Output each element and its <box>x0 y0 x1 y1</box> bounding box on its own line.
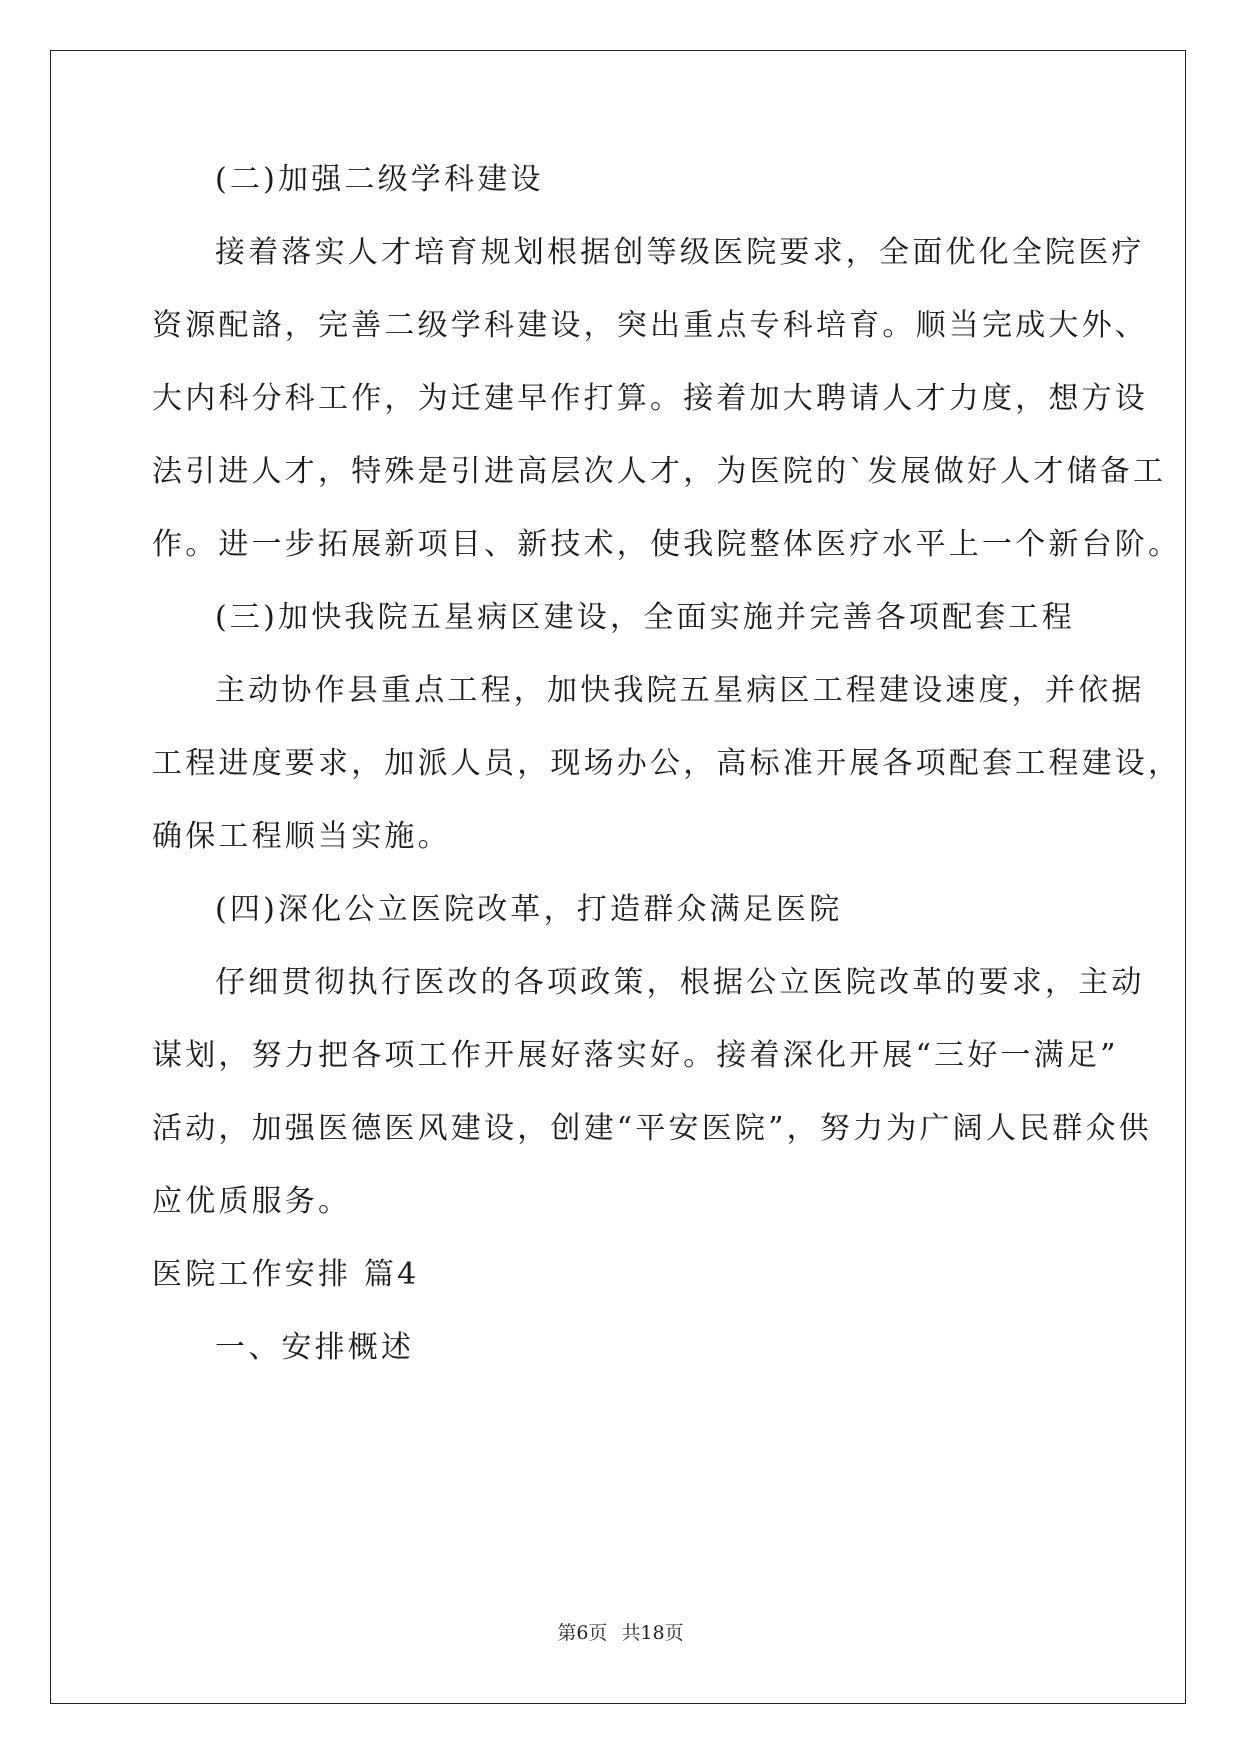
page-footer <box>0 1618 1241 1645</box>
subsection-heading: 一、安排概述 <box>215 1330 415 1365</box>
paragraph-line: 活动，加强医德医风建设，创建“平安医院”，努力为广阔人民群众供 <box>152 1111 1152 1146</box>
paragraph-line: 工程进度要求，加派人员，现场办公，高标准开展各项配套工程建设， <box>152 746 1182 781</box>
paragraph-line: 确保工程顺当实施。 <box>152 819 451 854</box>
paragraph-line: 主动协作县重点工程，加快我院五星病区工程建设速度，并依据 <box>215 673 1145 708</box>
paragraph-line: 应优质服务。 <box>152 1184 352 1219</box>
paragraph-line: 资源配詻，完善二级学科建设，突出重点专科培育。顺当完成大外、 <box>152 308 1148 343</box>
page-border <box>50 50 1186 1704</box>
section-heading-2: (二)加强二级学科建设 <box>215 162 544 197</box>
chapter-title: 医院工作安排 篇4 <box>152 1257 420 1292</box>
paragraph-line: 作。进一步拓展新项目、新技术，使我院整体医疗水平上一个新台阶。 <box>152 527 1182 562</box>
paragraph-line: 接着落实人才培育规划根据创等级医院要求，全面优化全院医疗 <box>215 235 1145 270</box>
paragraph-line: 大内科分科工作，为迁建早作打算。接着加大聘请人才力度，想方设 <box>152 381 1148 416</box>
section-heading-3: (三)加快我院五星病区建设，全面实施并完善各项配套工程 <box>215 600 1075 635</box>
page-number: 第6页 <box>557 1622 608 1644</box>
paragraph-line: 法引进人才，特殊是引进高层次人才，为医院的`发展做好人才储备工 <box>152 454 1167 489</box>
section-heading-4: (四)深化公立医院改革，打造群众满足医院 <box>215 892 843 927</box>
total-pages: 共18页 <box>621 1622 684 1644</box>
paragraph-line: 仔细贯彻执行医改的各项政策，根据公立医院改革的要求，主动 <box>215 965 1145 1000</box>
paragraph-line: 谋划，努力把各项工作开展好落实好。接着深化开展“三好一满足” <box>152 1038 1119 1073</box>
